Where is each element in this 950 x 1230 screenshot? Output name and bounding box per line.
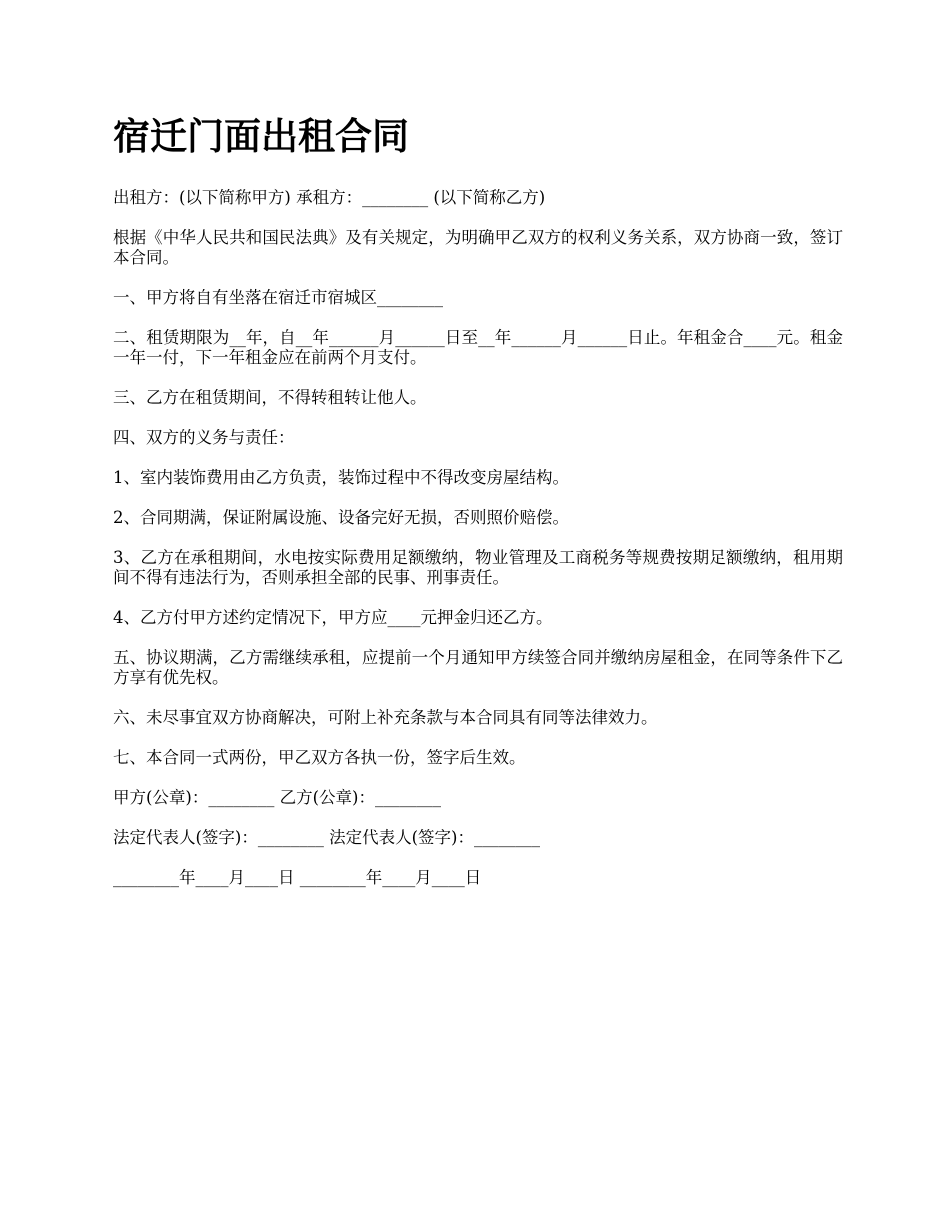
obligation-2-facilities: 2、合同期满，保证附属设施、设备完好无损，否则照价赔偿。 [113,508,569,527]
representative-signature-line: 法定代表人(签字)：________ 法定代表人(签字)：________ [113,828,540,847]
obligation-3-utilities: 3、乙方在承租期间，水电按实际费用足额缴纳，物业管理及工商税务等规费按期足额缴纳，租用期间不得有违法行为，否则承担全部的民事、刑事责任。 [113,548,843,587]
obligation-1-decoration: 1、室内装饰费用由乙方负责，装饰过程中不得改变房屋结构。 [113,468,569,487]
document-title: 宿迁门面出租合同 [113,114,409,158]
obligation-4-deposit: 4、乙方付甲方述约定情况下，甲方应____元押金归还乙方。 [113,608,553,627]
clause-1-premises: 一、甲方将自有坐落在宿迁市宿城区________ [113,288,443,307]
clause-7-copies: 七、本合同一式两份，甲乙双方各执一份，签字后生效。 [113,748,526,767]
clause-3-no-sublease: 三、乙方在租赁期间，不得转租转让他人。 [113,388,427,407]
clause-2-lease-term: 二、租赁期限为__年，自__年______月______日至__年______月______日止。年租金合____元。租金一年一付，下一年租金应在前两个月支付。 [113,328,843,367]
clause-4-obligations-heading: 四、双方的义务与责任： [113,428,295,447]
preamble-paragraph: 根据《中华人民共和国民法典》及有关规定，为明确甲乙双方的权利义务关系，双方协商一致，签订本合同。 [113,228,843,267]
date-line: ________年____月____日 ________年____月____日 [113,868,482,887]
clause-6-supplementary: 六、未尽事宜双方协商解决，可附上补充条款与本合同具有同等法律效力。 [113,708,658,727]
contract-page [113,112,843,908]
seal-signature-line: 甲方(公章)：________ 乙方(公章)：________ [113,788,441,807]
clause-5-renewal: 五、协议期满，乙方需继续承租，应提前一个月通知甲方续签合同并缴纳房屋租金，在同等条件下乙方享有优先权。 [113,648,843,687]
parties-line: 出租方：(以下简称甲方) 承租方：________ (以下简称乙方) [113,188,546,207]
